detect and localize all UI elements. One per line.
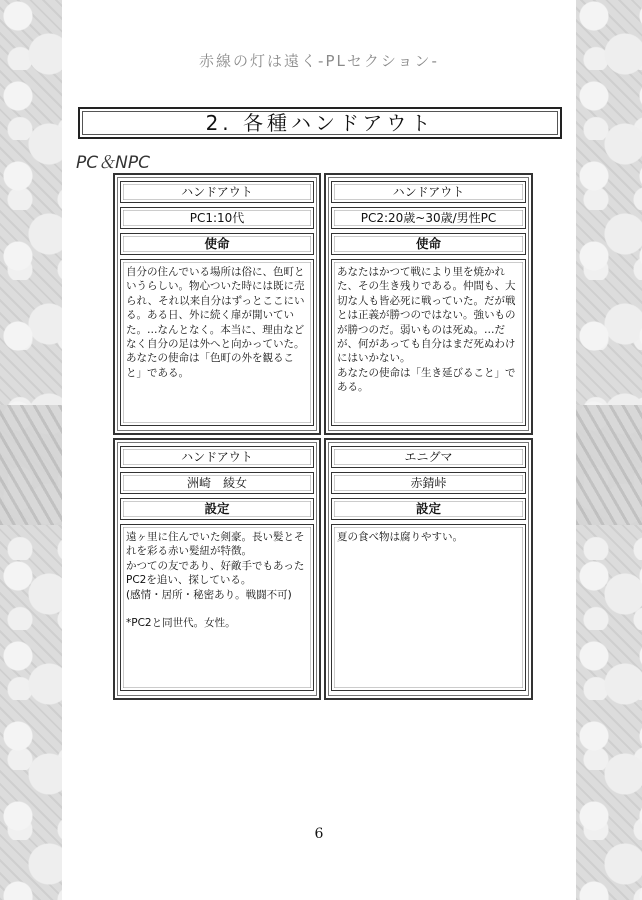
card-name: 赤錆峠 [331, 472, 526, 494]
card-name: 洲崎 綾女 [120, 472, 314, 494]
card-type-label: ハンドアウト [120, 181, 314, 203]
enigma-card [324, 438, 533, 700]
handout-card-pc2 [324, 173, 533, 435]
card-body: 自分の住んでいる場所は俗に、色町というらしい。物心ついた時には既に売られ、それ以来自分はずっとここにいる。ある日、外に続く扉が開いていた。…なんとなく。本当に、理由などなく自分の足は外へと向かっていた。 あなたの使命は「色町の外を観ること」である。 [120, 259, 314, 426]
card-name: PC1:10代 [120, 207, 314, 229]
page-number: 6 [314, 826, 324, 842]
left-decorative-border [0, 0, 62, 900]
sub-label: PC＆NPC [76, 153, 150, 173]
card-type-label: ハンドアウト [331, 181, 526, 203]
card-section-label: 使命 [331, 233, 526, 255]
card-section-label: 使命 [120, 233, 314, 255]
right-decorative-border [576, 0, 642, 900]
handout-card-npc [113, 438, 321, 700]
page-header: 赤線の灯は遠く-PLセクション- [199, 52, 439, 70]
card-type-label: エニグマ [331, 446, 526, 468]
card-body: 夏の食べ物は腐りやすい。 [331, 524, 526, 691]
handout-card-pc1 [113, 173, 321, 435]
card-type-label: ハンドアウト [120, 446, 314, 468]
card-section-label: 設定 [331, 498, 526, 520]
card-body: 遠ヶ里に住んでいた剣豪。長い髪とそれを彩る赤い髪紐が特徴。 かつての友であり、好敵手でもあったPC2を追い、探している。 (感情・居所・秘密あり。戦闘不可) *PC2と同世代。女性。 [120, 524, 314, 691]
card-section-label: 設定 [120, 498, 314, 520]
card-name: PC2:20歳~30歳/男性PC [331, 207, 526, 229]
section-title: 2. 各種ハンドアウト [78, 107, 562, 139]
card-body: あなたはかつて戦により里を焼かれた、その生き残りである。仲間も、大切な人も皆必死に戦っていた。だが戦とは正義が勝つのではない。強いものが勝つのだ。弱いものは死ぬ。…だが、何があっても自分はまだ死ぬわけにはいかない。 あなたの使命は「生き延びること」である。 [331, 259, 526, 426]
